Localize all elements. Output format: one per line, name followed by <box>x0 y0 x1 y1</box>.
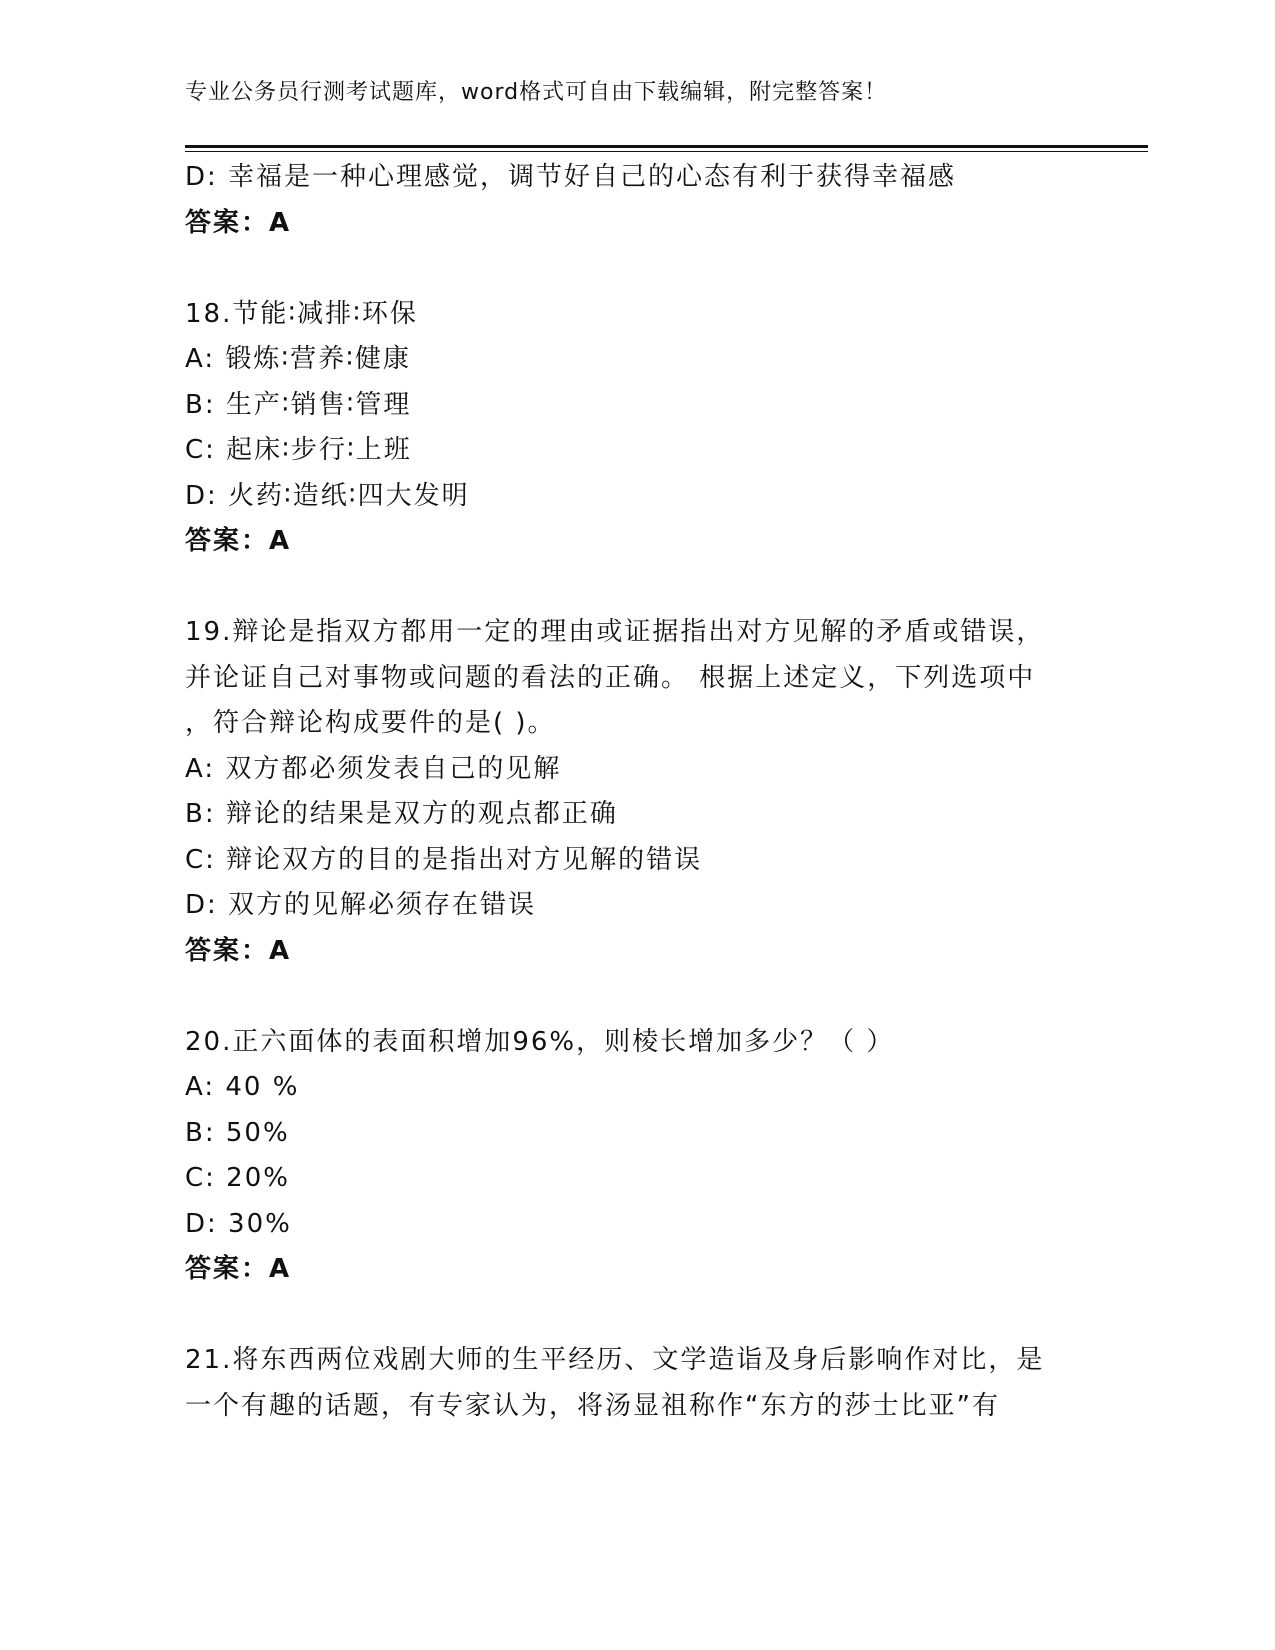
q19-stem-line-1: 19.辩论是指双方都用一定的理由或证据指出对方见解的矛盾或错误， <box>185 617 1045 647</box>
q20-option-b: B: 50% <box>185 1117 290 1148</box>
q19-stem-line-2: 并论证自己对事物或问题的看法的正确。 根据上述定义，下列选项中 <box>185 662 1036 693</box>
q20-option-a: A: 40 % <box>185 1072 300 1102</box>
q21-stem-line-2: 一个有趣的话题，有专家认为，将汤显祖称作“东方的莎士比亚”有 <box>185 1390 1000 1421</box>
q19-option-a: A: 双方都必须发表自己的见解 <box>185 753 562 784</box>
spacer <box>185 565 1085 611</box>
spacer <box>185 1293 1085 1339</box>
header-rule-thick <box>185 145 1148 148</box>
q18-option-c: C: 起床∶步行∶上班 <box>185 435 412 465</box>
q20-answer: 答案：A <box>185 1254 292 1284</box>
q18-option-d: D: 火药∶造纸∶四大发明 <box>185 480 470 511</box>
q20-option-d: D: 30% <box>185 1208 292 1239</box>
q19-option-d: D: 双方的见解必须存在错误 <box>185 890 537 920</box>
q17-answer: 答案：A <box>185 207 292 238</box>
q19-option-c: C: 辩论双方的目的是指出对方见解的错误 <box>185 844 703 875</box>
q19-answer: 答案：A <box>185 935 292 966</box>
q18-answer: 答案：A <box>185 526 292 556</box>
q18-option-b: B: 生产∶销售∶管理 <box>185 389 412 420</box>
q19-stem-line-3: ，符合辩论构成要件的是( )。 <box>185 708 556 738</box>
spacer <box>185 974 1085 1020</box>
q21-stem-line-1: 21.将东西两位戏剧大师的生平经历、文学造诣及身后影响作对比，是 <box>185 1345 1045 1375</box>
q20-option-c: C: 20% <box>185 1163 290 1193</box>
q17-option-d: D: 幸福是一种心理感觉，调节好自己的心态有利于获得幸福感 <box>185 162 957 192</box>
q18-stem: 18.节能∶减排∶环保 <box>185 298 418 329</box>
page-header: 专业公务员行测考试题库，word格式可自由下载编辑，附完整答案！ <box>185 80 888 105</box>
question-content <box>185 155 1085 1429</box>
q18-option-a: A: 锻炼∶营养∶健康 <box>185 344 411 374</box>
q19-option-b: B: 辩论的结果是双方的观点都正确 <box>185 799 618 829</box>
header-rule-thin <box>185 151 1148 152</box>
q20-stem: 20.正六面体的表面积增加96%，则棱长增加多少？（ ） <box>185 1026 895 1057</box>
spacer <box>185 246 1085 292</box>
